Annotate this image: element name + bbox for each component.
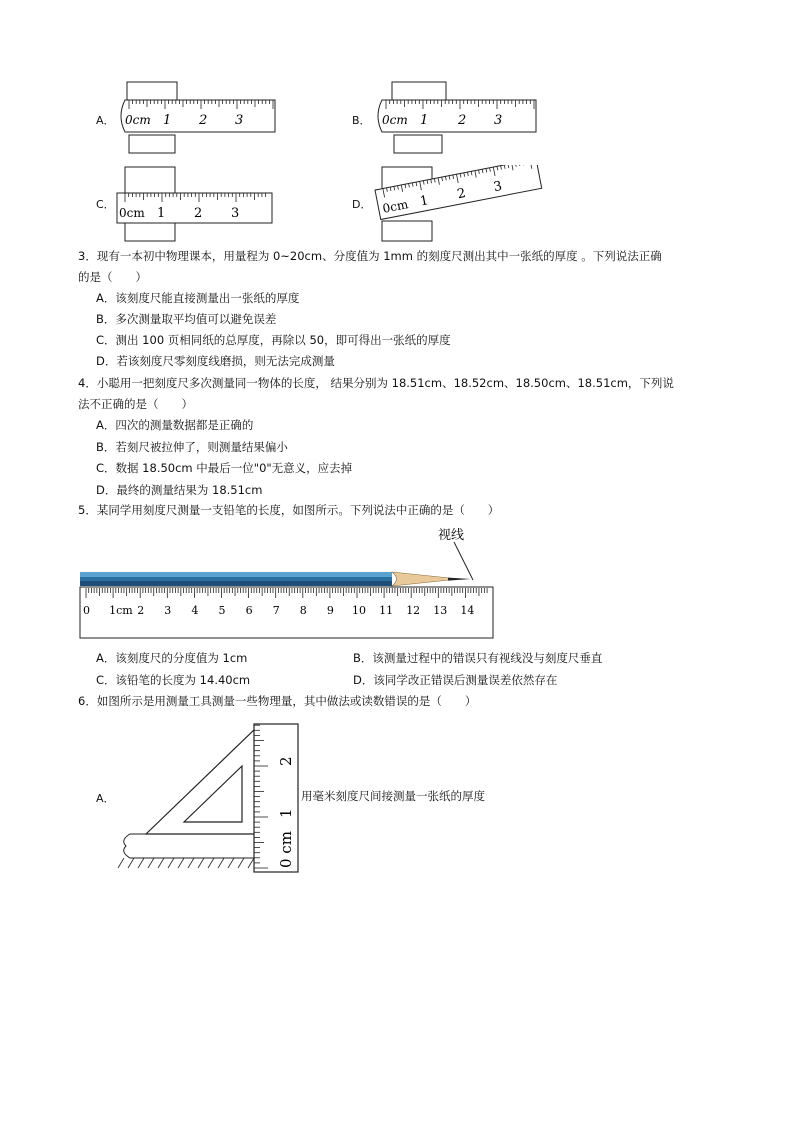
q6-ground-hatch: [228, 858, 234, 868]
q6-option-a-label: A．: [96, 792, 115, 805]
q5-ruler-number: 5: [218, 604, 226, 617]
q5-ruler-number: 3: [164, 604, 172, 617]
q2-ruler-figure-b: [372, 80, 540, 156]
q2-ruler-figure-d: [372, 165, 544, 243]
q3-option-d[interactable]: D．若该刻度尺零刻度线磨损，则无法完成测量: [96, 354, 335, 368]
q6-ground-hatch: [148, 858, 154, 868]
q6-ground-hatch: [158, 858, 164, 868]
q6-ruler-label-1: 1: [277, 808, 295, 818]
q5-sightline-label: 视线: [438, 528, 465, 543]
q5-ruler-number: 8: [299, 604, 307, 617]
q6-ground-hatch: [128, 858, 134, 868]
ruler-b-label-1: 1: [420, 113, 429, 128]
ruler-b-label-2: 2: [458, 113, 467, 128]
pencil-lead: [448, 578, 471, 581]
q6-ground-hatch: [118, 858, 124, 868]
pencil-body-mid: [80, 577, 392, 581]
q5-option-d[interactable]: D．该同学改正错误后测量误差依然存在: [353, 673, 558, 687]
q5-stem: 5．某同学用刻度尺测量一支铅笔的长度，如图所示。下列说法中正确的是（ ）: [78, 503, 500, 517]
q3-stem-line2: 的是（ ）: [78, 270, 147, 284]
ruler-d-label-0: 0cm: [381, 197, 410, 216]
q6-option-a-caption[interactable]: 用毫米刻度尺间接测量一张纸的厚度: [301, 789, 485, 803]
q6-ground-hatch: [208, 858, 214, 868]
q3-stem-line1: 3．现有一本初中物理课本，用量程为 0~20cm、分度值为 1mm 的刻度尺测出其中一张纸的厚度 。下列说法正确: [78, 249, 662, 263]
q6-stem: 6．如图所示是用测量工具测量一些物理量，其中做法或读数错误的是（ ）: [78, 694, 477, 708]
q6-ruler-label-2: 2: [277, 756, 295, 766]
q5-ruler-number: 0: [83, 604, 90, 617]
q2-option-d-label: D．: [352, 198, 372, 211]
ruler-a-label-0: 0cm: [125, 113, 151, 127]
q6-ground-hatch: [188, 858, 194, 868]
ruler-c-label-3: 3: [231, 206, 240, 221]
q2-ruler-figure-c: [115, 165, 280, 243]
q5-option-c[interactable]: C．该铅笔的长度为 14.40cm: [96, 673, 251, 687]
q5-option-a[interactable]: A．该刻度尺的分度值为 1cm: [96, 651, 248, 665]
q5-ruler-number: 9: [326, 604, 334, 617]
ruler-d-label-1: 1: [418, 193, 430, 210]
q5-option-b[interactable]: B．该测量过程中的错误只有视线没与刻度尺垂直: [353, 651, 603, 665]
ruler-a-label-3: 3: [235, 113, 244, 128]
q4-option-b[interactable]: B．若刻尺被拉伸了，则测量结果偏小: [96, 440, 288, 454]
q5-ruler-number: 7: [272, 604, 280, 617]
q5-ruler-number: 6: [245, 604, 253, 617]
q6-ground-hatch: [248, 858, 254, 868]
q5-ruler-number: 1cm: [109, 604, 133, 617]
q6-ruler-label-0: 0 cm: [277, 831, 295, 868]
q6-ground-hatch: [138, 858, 144, 868]
q5-ruler-number: 13: [433, 604, 448, 617]
ruler-b-label-3: 3: [494, 113, 503, 128]
q2-option-a-label: A．: [96, 114, 115, 127]
q6-triangle-ruler-figure: [116, 718, 306, 878]
q4-option-d[interactable]: D．最终的测量结果为 18.51cm: [96, 483, 263, 497]
q3-option-a[interactable]: A．该刻度尺能直接测量出一张纸的厚度: [96, 291, 300, 305]
q4-stem-line1: 4．小聪用一把刻度尺多次测量同一物体的长度， 结果分别为 18.51cm、18.52cm、18.50cm、18.51cm，下列说: [78, 376, 674, 390]
ruler-c-label-0: 0cm: [119, 206, 145, 220]
q3-option-b[interactable]: B．多次测量取平均值可以避免误差: [96, 312, 277, 326]
q6-ground-hatch: [198, 858, 204, 868]
q5-pencil-ruler-figure: [76, 522, 496, 642]
q5-sightline: [454, 542, 473, 580]
q4-option-c[interactable]: C．数据 18.50cm 中最后一位"0"无意义，应去掉: [96, 461, 353, 475]
q4-option-a[interactable]: A．四次的测量数据都是正确的: [96, 418, 254, 432]
ruler-c-label-1: 1: [157, 206, 166, 221]
q5-ruler-number: 2: [137, 604, 145, 617]
ruler-a-label-1: 1: [163, 113, 172, 128]
pencil-body-bottom: [80, 581, 392, 586]
q4-stem-line2: 法不正确的是（ ）: [78, 397, 193, 411]
ruler-d-label-2: 2: [456, 185, 468, 203]
ruler-a-label-2: 2: [199, 113, 208, 128]
q2-ruler-figure-a: [115, 80, 280, 156]
q5-ruler-number: 14: [460, 604, 475, 617]
q5-ruler-number: 12: [406, 604, 421, 617]
q6-ground-hatch: [238, 858, 244, 868]
q5-ruler-number: 10: [352, 604, 366, 617]
q3-option-c[interactable]: C．测出 100 页相同纸的总厚度，再除以 50，即可得出一张纸的厚度: [96, 333, 451, 347]
q5-ruler-number: 11: [379, 604, 394, 617]
pencil-body-top: [80, 572, 392, 577]
q6-ground-hatch: [218, 858, 224, 868]
q5-ruler-number: 4: [191, 604, 199, 617]
ruler-b-label-0: 0cm: [382, 113, 408, 127]
q6-ground-hatch: [178, 858, 184, 868]
q2-option-b-label: B．: [352, 114, 371, 127]
ruler-c-label-2: 2: [194, 206, 203, 221]
q2-option-c-label: C．: [96, 198, 115, 211]
ruler-d-label-3: 3: [492, 178, 504, 196]
q6-ground-hatch: [168, 858, 174, 868]
